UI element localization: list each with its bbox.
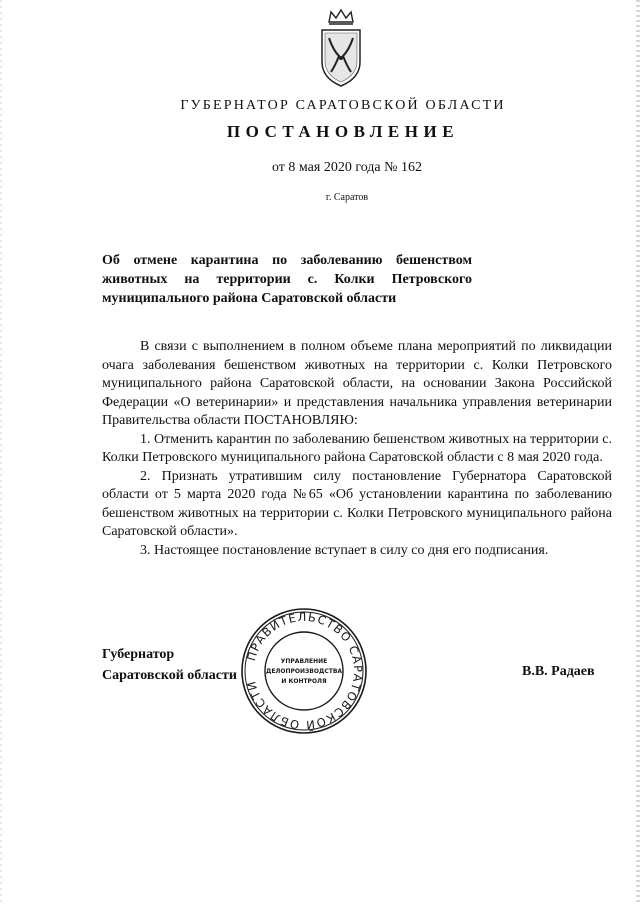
body-paragraph-item-1: 1. Отменить карантин по заболеванию бешенством животных на территории с. Колки Петровского муниципального района Саратовской области с 8 мая 2020 года. [102,431,612,465]
subject-line: животных на территории с. Колки Петровского [102,272,472,287]
stamp-inner-line: И КОНТРОЛЯ [281,678,327,685]
coat-of-arms-icon [315,8,367,88]
document-body [102,338,612,560]
subject-line: Об отмене карантина по заболеванию бешенством [102,253,472,268]
stamp-inner-line: УПРАВЛЕНИЕ [280,658,328,665]
subject-line: муниципального района Саратовской области [102,291,397,306]
signatory-position [102,644,237,686]
document-subject [102,251,472,308]
body-paragraph-preamble: В связи с выполнением в полном объеме плана мероприятий по ликвидации очага заболевания бешенством животных на территории с. Колки Петровского муниципального района Саратовской области, на основании Закона Российской Федерации «О ветеринарии» и представления начальника управления ветеринарии Правительства области ПОСТАНОВЛЯЮ: [102,339,612,428]
official-seal-stamp [238,605,370,737]
body-paragraph-item-3: 3. Настоящее постановление вступает в силу со дня его подписания. [140,542,549,558]
document-city: г. Саратов [325,192,369,203]
document-date-number: от 8 мая 2020 года № 162 [271,160,423,175]
signatory-position-line: Губернатор [102,647,175,662]
signatory-position-line: Саратовской области [102,668,237,683]
document-type: ПОСТАНОВЛЕНИЕ [226,122,460,141]
stamp-outer-text: ПРАВИТЕЛЬСТВО САРАТОВСКОЙ ОБЛАСТИ [243,609,366,733]
body-paragraph-item-2: 2. Признать утратившим силу постановление Губернатора Саратовской области от 5 марта 2020 года №65 «Об установлении карантина по заболеванию бешенством животных на территории с. Колки Петровского муниципального района Саратовской области». [102,468,612,539]
signatory-name: В.В. Радаев [522,664,595,679]
issuing-authority: ГУБЕРНАТОР САРАТОВСКОЙ ОБЛАСТИ [180,98,506,113]
stamp-inner-line: ДЕЛОПРОИЗВОДСТВА [265,668,343,675]
